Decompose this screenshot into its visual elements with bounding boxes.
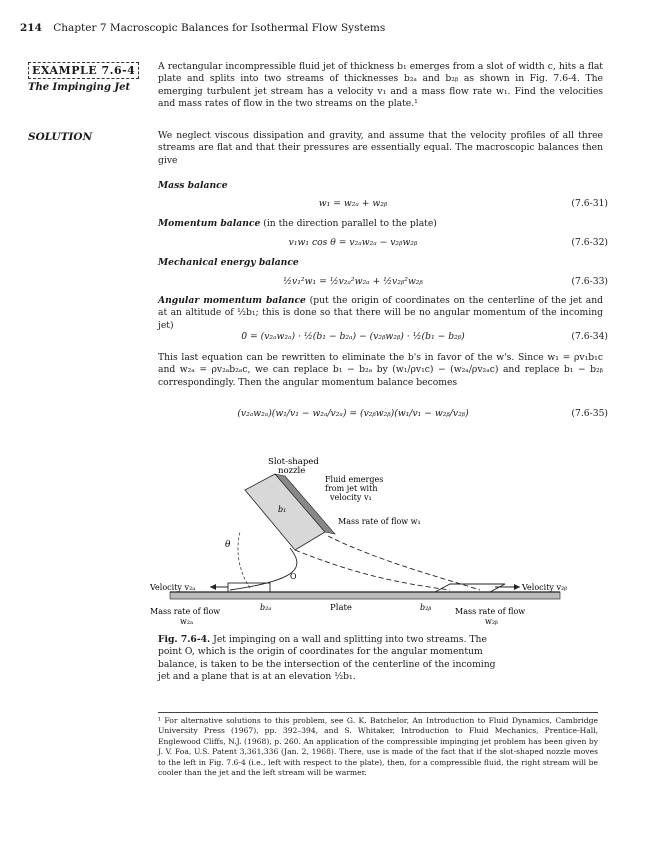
label-nozzle-line1: Slot-shaped xyxy=(268,457,319,467)
momentum-balance-heading: Momentum balance (in the direction parallel to the plate) xyxy=(158,218,437,229)
label-plate: Plate xyxy=(330,603,352,613)
equation-7-6-33: ½v₁²w₁ = ½v₂ₐ²w₂ₐ + ½v₂ᵦ²w₂ᵦ (7.6-33) xyxy=(283,276,608,287)
label-mass-left: Mass rate of flow xyxy=(150,607,221,616)
jet-centerline xyxy=(295,550,450,590)
label-b2b: b₂ᵦ xyxy=(420,603,432,612)
svg-text:w₂ᵦ: w₂ᵦ xyxy=(485,617,498,626)
svg-text:from jet with: from jet with xyxy=(325,484,378,493)
caption-text: Jet impinging on a wall and splitting into two streams. The point O, which is the origin of coordinates for the angular momentum balance, is taken to be the intersection of the centerline of the incoming jet and a plane that is at an elevation ½b₁. xyxy=(158,634,496,683)
footnote-rule xyxy=(158,712,598,713)
example-subtitle: The Impinging Jet xyxy=(28,82,131,93)
left-stream xyxy=(228,583,270,592)
rewrite-text: This last equation can be rewritten to eliminate the b's in favor of the w's. Since w₁ = ρv₁b₁c and w₂ₐ = ρv₂ₐb₂ₐc, we can replace b₁ − b₂ₐ by (w₁/ρv₁c) − (w₂ₐ/ρv₂ₐc) and replace b₁ − b₂ᵦ correspondingly. Then the angular momentum balance becomes xyxy=(158,352,603,388)
page-number: 214 xyxy=(20,22,42,34)
label-b2a: b₂ₐ xyxy=(260,603,272,612)
right-arrowhead xyxy=(514,584,520,590)
mass-balance-heading: Mass balance xyxy=(158,180,228,191)
caption-label: Fig. 7.6-4. xyxy=(158,634,211,645)
equation-7-6-31: w₁ = w₂ₐ + w₂ᵦ (7.6-31) xyxy=(318,198,608,209)
label-massrate1: Mass rate of flow w₁ xyxy=(338,517,421,526)
label-O: O xyxy=(290,572,297,581)
svg-text:nozzle: nozzle xyxy=(278,466,306,476)
solution-intro: We neglect viscous dissipation and gravity, and assume that the velocity profiles of all three streams are flat and that their pressures are essentially equal. The macroscopic balances then give xyxy=(158,130,603,166)
mechanical-energy-heading: Mechanical energy balance xyxy=(158,257,299,268)
jet-right-boundary xyxy=(328,536,480,590)
example-problem-text: A rectangular incompressible fluid jet of thickness b₁ emerges from a slot of width c, hits a flat plate and splits into two streams of thicknesses b₂ₐ and b₂ᵦ as shown in Fig. 7.6-4. The emerging turbulent jet stream has a velocity v₁ and a mass flow rate w₁. Find the velocities and mass rates of flow in the two streams on the plate.¹ xyxy=(158,61,603,110)
theta-arc xyxy=(238,532,250,588)
jet-left-boundary xyxy=(230,548,297,590)
plate-surface xyxy=(170,592,560,599)
label-mass-right: Mass rate of flow xyxy=(455,607,526,616)
label-emerges: Fluid emerges xyxy=(325,475,384,484)
svg-text:velocity v₁: velocity v₁ xyxy=(330,493,372,502)
footnote: ¹ For alternative solutions to this problem, see G. K. Batchelor, An Introduction to Fluid Dynamics, Cambridge University Press (1967), pp. 392–394, and S. Whitaker, Introduction to Fluid Mechanics, Prentice-Hall, Englewood Cliffs, N.J. (1968), p. 260. An application of the compressible impinging jet problem has been given by J. V. Foa, U.S. Patent 3,361,336 (Jan. 2, 1968). There, use is made of the fact that if the slot-shaped nozzle moves to the left in Fig. 7.6-4 (i.e., left with respect to the plate), then, for a compressible fluid, the right stream will be cooler than the jet and the left stream will be warmer. xyxy=(158,716,598,778)
label-velocity-left: Velocity v₂ₐ xyxy=(150,583,196,592)
solution-label: SOLUTION xyxy=(28,131,93,143)
impinging-jet-figure xyxy=(150,452,590,632)
label-theta: θ xyxy=(225,540,231,550)
equation-7-6-32: v₁w₁ cos θ = v₂ₐw₂ₐ − v₂ᵦw₂ᵦ (7.6-32) xyxy=(288,237,608,248)
label-b1: b₁ xyxy=(278,505,287,514)
figure-caption xyxy=(158,634,503,684)
label-velocity-right: Velocity v₂ᵦ xyxy=(522,583,568,592)
left-arrowhead xyxy=(210,584,216,590)
angular-momentum-text: Angular momentum balance (put the origin of coordinates on the centerline of the jet and at an altitude of ½b₁; this is done so that there will be no angular momentum of the incoming jet) xyxy=(158,295,603,331)
running-header xyxy=(20,22,385,34)
running-title: Chapter 7 Macroscopic Balances for Isothermal Flow Systems xyxy=(53,22,386,34)
right-stream xyxy=(435,584,505,592)
svg-text:w₂ₐ: w₂ₐ xyxy=(180,617,194,626)
example-label: EXAMPLE 7.6-4 xyxy=(28,62,139,79)
equation-7-6-34: 0 = (v₂ₐw₂ₐ) · ½(b₁ − b₂ₐ) − (v₂ᵦw₂ᵦ) · ½(b₁ − b₂ᵦ) (7.6-34) xyxy=(241,331,608,342)
equation-7-6-35: (v₂ₐw₂ₐ)(w₁/v₁ − w₂ₐ/v₂ₐ) = (v₂ᵦw₂ᵦ)(w₁/v₁ − w₂ᵦ/v₂ᵦ) (7.6-35) xyxy=(237,408,608,419)
